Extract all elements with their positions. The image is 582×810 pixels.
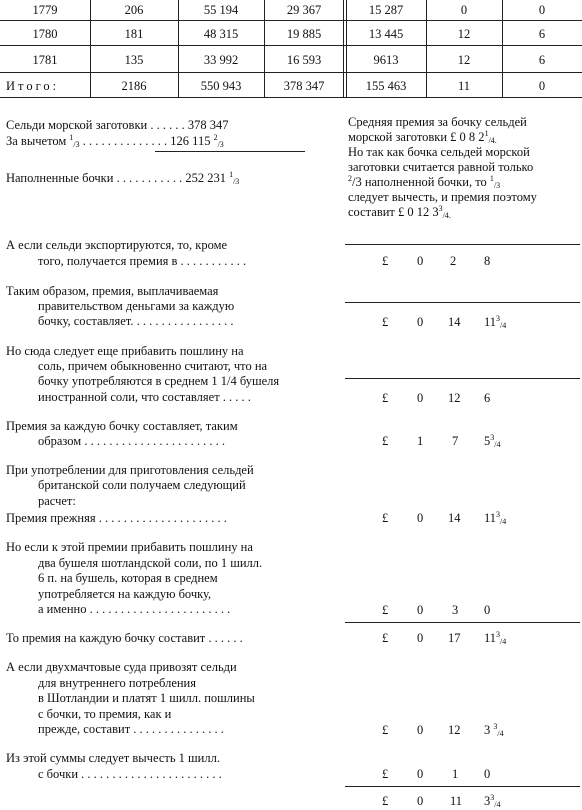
fraction-numerator: 3 (490, 433, 495, 442)
pound-sign: £ (382, 631, 389, 645)
calc-line-text: Наполненные бочки . . . . . . . . . . . 252 231 (6, 171, 226, 185)
table-cell: 9613 (373, 53, 399, 67)
item-text-line: При употреблении для приготовления сельдей (6, 463, 254, 477)
fraction-denominator: /4 (500, 517, 507, 526)
pence-value (484, 603, 490, 618)
shillings-value: 14 (448, 315, 461, 329)
fraction-denominator: /3 (493, 181, 501, 190)
table-cell: 16 593 (286, 53, 322, 67)
pence-value (484, 511, 506, 526)
pence-text: 0 (484, 603, 491, 617)
amount-rule (345, 244, 580, 245)
table-cell: 19 885 (286, 27, 322, 41)
fraction-numerator: 3 (493, 722, 498, 731)
calc-line (6, 134, 224, 149)
table-cell: 6 (538, 53, 546, 67)
shillings-value: 7 (452, 434, 459, 448)
table-cell: 155 463 (365, 79, 407, 93)
shillings-value: 2 (450, 254, 457, 268)
shillings-value: 12 (448, 723, 461, 737)
table-row-divider (0, 45, 582, 46)
item-text-line: британской соли получаем следующий (38, 478, 246, 492)
table-cell: 11 (457, 79, 471, 93)
fraction-denominator: /3 (217, 140, 224, 149)
fraction-numerator: 3 (496, 630, 501, 639)
table-cell: 378 347 (283, 79, 325, 93)
item-text-line: Но сюда следует еще прибавить пошлину на (6, 344, 244, 358)
item-text-line: Но если к этой премии прибавить пошлину на (6, 540, 253, 554)
pence-value (484, 794, 500, 809)
side-note (348, 115, 580, 220)
note-line: Средняя премия за бочку сельдей (348, 115, 527, 129)
pence-text: 6 (484, 391, 491, 405)
shillings-value: 14 (448, 511, 461, 525)
fraction-numerator: 3 (496, 510, 501, 519)
note-line: следует вычесть, и премия поэтому (348, 190, 537, 204)
shillings-value: 1 (452, 767, 459, 781)
item-text-line: 6 п. на бушель, которая в среднем (38, 571, 218, 585)
fraction-denominator: /4 (500, 321, 507, 330)
table-row-divider (0, 20, 582, 21)
item-text-line: иностранной соли, что составляет . . . . . (38, 390, 251, 404)
table-cell: 181 (124, 27, 144, 41)
pence-value (484, 391, 490, 406)
table-row-divider (0, 72, 582, 73)
item-text-line: с бочки, то премия, как и (38, 707, 172, 721)
item-text-line: соль, причем обыкновенно считают, что на (38, 359, 268, 373)
pounds-value: 0 (417, 511, 424, 525)
fraction-numerator: 1 (69, 133, 74, 142)
fraction-denominator: /3 (73, 140, 80, 149)
calc-line-text: За вычетом (6, 134, 67, 148)
pence-text: 0 (484, 767, 491, 781)
fraction-denominator: /4 (494, 440, 501, 449)
pounds-value: 1 (417, 434, 424, 448)
year-cell: 1779 (32, 3, 58, 17)
item-text-line: А если двухмачтовые суда привозят сельди (6, 660, 237, 674)
pence-value (484, 723, 504, 738)
calc-line (6, 171, 239, 186)
fraction-numerator: 2 (348, 174, 352, 183)
table-cell: 6 (538, 27, 546, 41)
fraction-denominator: /4. (488, 136, 497, 145)
table-cell: 55 194 (203, 3, 239, 17)
item-text-line: для внутреннего потребления (38, 676, 196, 690)
year-cell: 1781 (32, 53, 58, 67)
pence-value (484, 631, 506, 646)
item-text-line: того, получается премия в . . . . . . . . . . . (38, 254, 247, 268)
table-cell: 0 (460, 3, 468, 17)
sum-rule (345, 622, 580, 623)
fraction-numerator: 3 (496, 314, 501, 323)
pence-text: 5 (484, 434, 491, 448)
pounds-value: 0 (417, 723, 424, 737)
fraction-numerator: 1 (489, 174, 494, 183)
pence-text: 11 (484, 631, 497, 645)
year-cell: 1780 (32, 27, 58, 41)
note-line: Но так как бочка сельдей морской (348, 145, 530, 159)
item-text-line: бочку употребляются в среднем 1 1/4 бушеля (38, 374, 280, 388)
pounds-value: 0 (417, 631, 424, 645)
calc-line-text: . . . . . . . . . . . . . . 126 115 (82, 134, 211, 148)
pence-value (484, 434, 500, 449)
item-text-line: расчет: (38, 494, 76, 508)
fraction-denominator: /4 (494, 800, 501, 809)
fraction-denominator: /4 (497, 729, 504, 738)
amount-rule (345, 378, 580, 379)
table-cell: 0 (538, 3, 546, 17)
item-text-line: два бушеля шотландской соли, по 1 шилл. (38, 556, 263, 570)
item-text-line: Таким образом, премия, выплачиваемая (6, 284, 219, 298)
table-row-divider (0, 97, 582, 98)
pence-value (484, 254, 490, 269)
shillings-value: 3 (452, 603, 459, 617)
shillings-value: 11 (450, 794, 463, 808)
item-text-line: Премия прежняя . . . . . . . . . . . . . . . . . . . . . (6, 511, 227, 525)
pence-value (484, 767, 490, 782)
fraction-numerator: 2 (213, 133, 218, 142)
item-text-line: образом . . . . . . . . . . . . . . . . . . . . . . . (38, 434, 225, 448)
table-cell: 2186 (121, 79, 147, 93)
fraction-denominator: /3 (233, 177, 240, 186)
item-text-line: в Шотландии и платят 1 шилл. пошлины (38, 691, 255, 705)
item-text-line: А если сельди экспортируются, то, кроме (6, 238, 228, 252)
pound-sign: £ (382, 315, 389, 329)
table-cell: 12 (457, 53, 471, 67)
pound-sign: £ (382, 603, 389, 617)
table-cell: 12 (457, 27, 471, 41)
pound-sign: £ (382, 794, 389, 808)
item-text-line: правительством деньгами за каждую (38, 299, 235, 313)
table-cell: 0 (538, 79, 546, 93)
fraction-numerator: 3 (438, 204, 443, 213)
pounds-value: 0 (417, 794, 424, 808)
fraction-numerator: 1 (484, 129, 489, 138)
pence-text: 11 (484, 511, 497, 525)
pence-text: 8 (484, 254, 491, 268)
table-cell: 550 943 (200, 79, 242, 93)
item-text-line: с бочки . . . . . . . . . . . . . . . . . . . . . . . (38, 767, 222, 781)
note-text: /3 наполненной бочки, то (352, 175, 487, 189)
calc-line: Сельди морской заготовки . . . . . . 378 347 (6, 118, 229, 132)
item-text-line: употребляется на каждую бочку, (38, 587, 212, 601)
sum-rule (345, 786, 580, 787)
pound-sign: £ (382, 767, 389, 781)
item-text-line: Премия за каждую бочку составляет, таким (6, 419, 238, 433)
fraction-denominator: /4 (500, 637, 507, 646)
pence-value (484, 315, 506, 330)
note-text: составит £ 0 12 3 (348, 205, 439, 219)
pound-sign: £ (382, 511, 389, 525)
pence-text: 3 (484, 794, 491, 808)
pounds-value: 0 (417, 254, 424, 268)
table-cell: 135 (124, 53, 144, 67)
fraction-numerator: 1 (229, 170, 234, 179)
pounds-value: 0 (417, 603, 424, 617)
amount-rule (345, 302, 580, 303)
pence-text: 3 (484, 723, 491, 737)
pounds-value: 0 (417, 315, 424, 329)
table-cell: 29 367 (286, 3, 322, 17)
total-label: Итого: (6, 79, 60, 93)
note-line (348, 205, 580, 220)
item-text-line: а именно . . . . . . . . . . . . . . . . . . . . . . . (38, 602, 231, 616)
item-text-line: То премия на каждую бочку составит . . . . . . (6, 631, 243, 645)
table-cell: 48 315 (203, 27, 239, 41)
table-cell: 33 992 (203, 53, 239, 67)
pound-sign: £ (382, 391, 389, 405)
pence-text: 11 (484, 315, 497, 329)
pound-sign: £ (382, 434, 389, 448)
item-text-line: прежде, составит . . . . . . . . . . . . . . . (38, 722, 224, 736)
note-line (348, 175, 580, 190)
pounds-value: 0 (417, 391, 424, 405)
shillings-value: 12 (448, 391, 461, 405)
item-text-line: бочку, составляет. . . . . . . . . . . . . . . . . (38, 314, 234, 328)
sum-rule (155, 151, 305, 152)
table-cell: 206 (124, 3, 144, 17)
pound-sign: £ (382, 254, 389, 268)
table-cell: 15 287 (368, 3, 404, 17)
fraction-numerator: 3 (490, 793, 495, 802)
item-text-line: Из этой суммы следует вычесть 1 шилл. (6, 751, 220, 765)
fraction-denominator: /4. (442, 211, 451, 220)
shillings-value: 17 (448, 631, 461, 645)
note-text: морской заготовки £ 0 8 2 (348, 130, 485, 144)
table-cell: 13 445 (368, 27, 404, 41)
pounds-value: 0 (417, 767, 424, 781)
pound-sign: £ (382, 723, 389, 737)
note-line (348, 130, 580, 145)
note-line: заготовки считается равной только (348, 160, 534, 174)
